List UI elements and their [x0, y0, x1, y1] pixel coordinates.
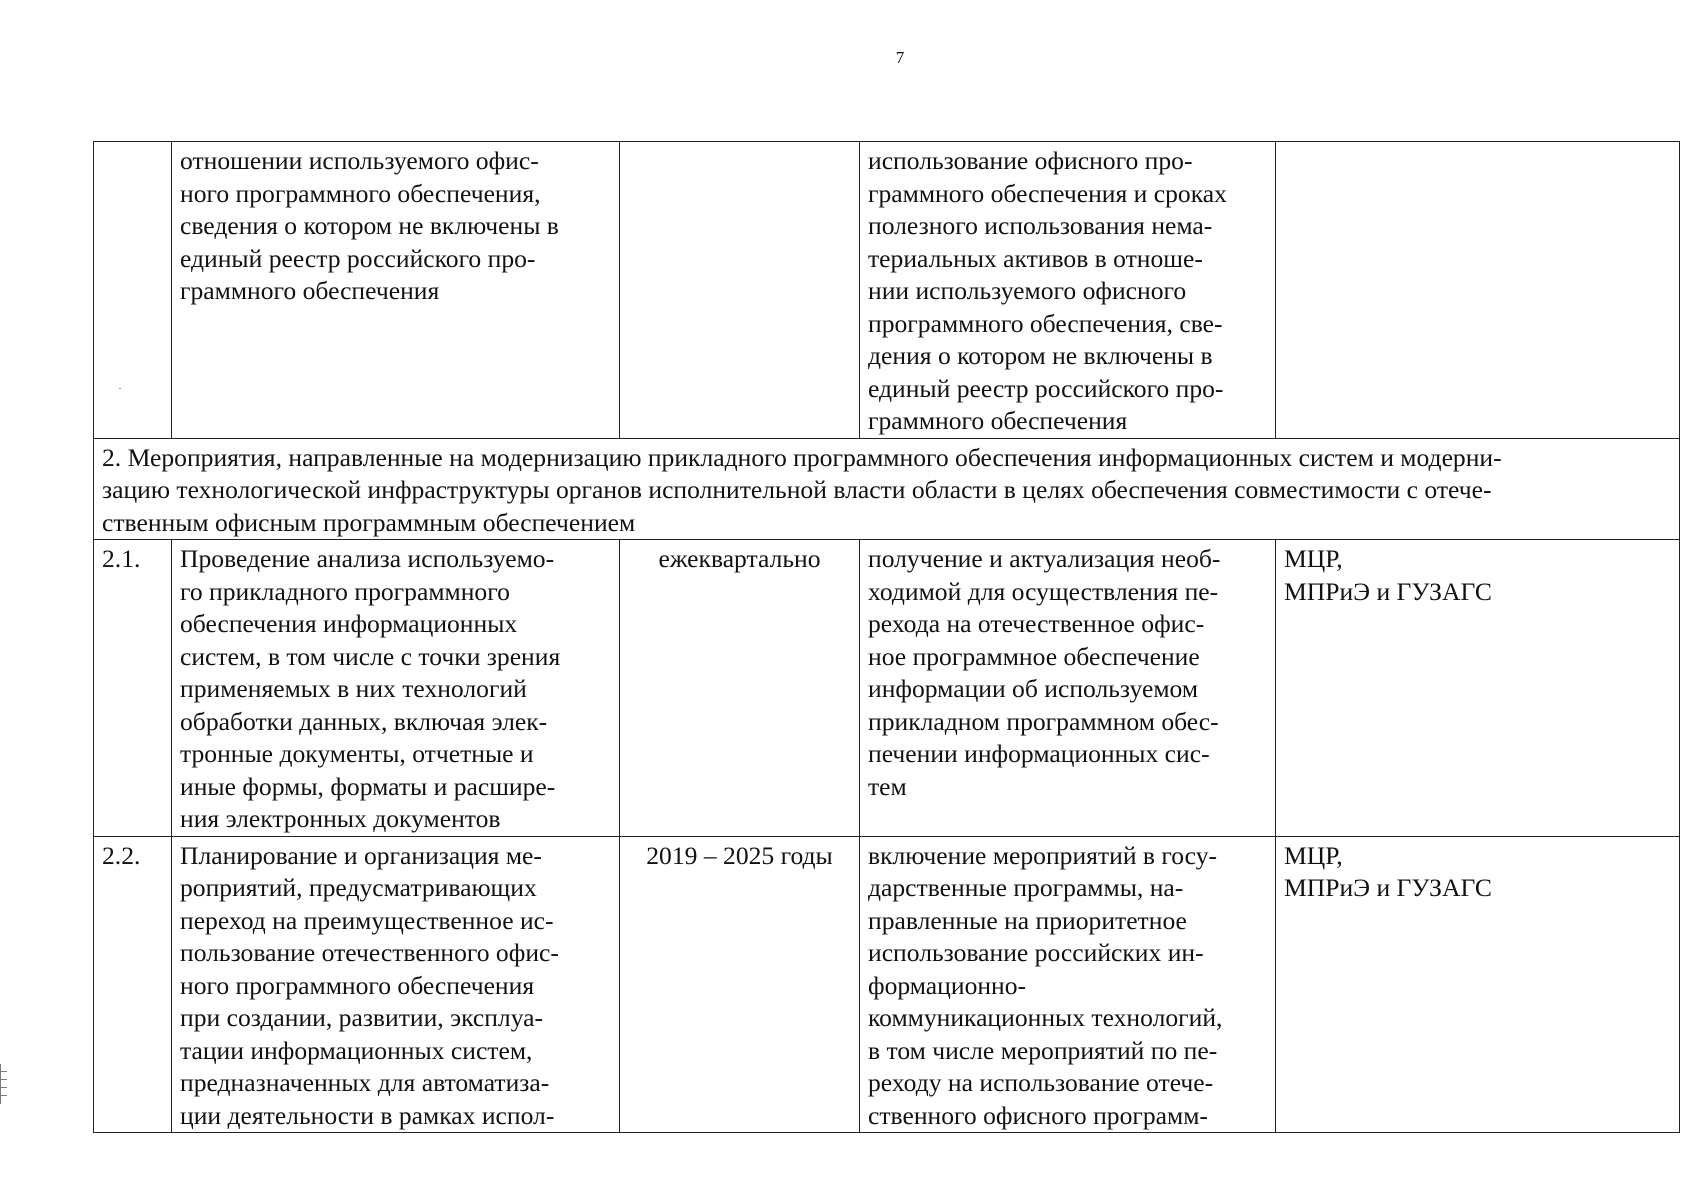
page-number: 7 [895, 48, 905, 67]
cell-event: отношении используемого офис- ного программного обеспечения, сведения о котором не включены в единый реестр российского про- граммного обеспечения [172, 142, 620, 439]
section-heading-row [94, 438, 1680, 540]
table-row [94, 540, 1680, 837]
table-row [94, 836, 1680, 1133]
cell-result: включение мероприятий в госу- дарственные программы, на- правленные на приоритетное использование российских ин- формационно- коммуникационных технологий, в том числе мероприятий по пе- реходу на использование отече- ственного офисного программ- [860, 836, 1276, 1133]
section-heading: 2. Мероприятия, направленные на модернизацию прикладного программного обеспечения информационных систем и модерни- зацию технологической инфраструктуры органов исполнительной власти области в целях обеспечения совместимости с отече- ственным офисным программным обеспечением [94, 438, 1680, 540]
cell-responsible: МЦР, МПРиЭ и ГУЗАГС [1276, 836, 1680, 1133]
binding-margin-mark [0, 1064, 7, 1104]
cell-term [620, 142, 860, 439]
cell-responsible [1276, 142, 1680, 439]
cell-result: получение и актуализация необ- ходимой для осуществления пе- рехода на отечественное офис- ное программное обеспечение информации об используемом прикладном программном обес- печении информационных сис- тем [860, 540, 1276, 837]
table-row-continuation [94, 142, 1680, 439]
cell-term: ежеквартально [620, 540, 860, 837]
cell-number [94, 142, 172, 439]
cell-term: 2019 – 2025 годы [620, 836, 860, 1133]
cell-number: 2.2. [94, 836, 172, 1133]
cell-result: использование офисного про- граммного обеспечения и сроках полезного использования нема- териальных активов в отноше- нии используемого офисного программного обеспечения, све- дения о котором не включены в единый реестр российского про- граммного обеспечения [860, 142, 1276, 439]
cell-number: 2.1. [94, 540, 172, 837]
cell-event: Планирование и организация ме- роприятий, предусматривающих переход на преимущественное ис- пользование отечественного офис- ного программного обеспечения при создании, развитии, эксплуа- тации информационных систем, предназначенных для автоматиза- ции деятельности в рамках испол- [172, 836, 620, 1133]
measures-table [93, 141, 1680, 1133]
cell-event: Проведение анализа используемо- го прикладного программного обеспечения информационных систем, в том числе с точки зрения применяемых в них технологий обработки данных, включая элек- тронные документы, отчетные и иные формы, форматы и расшире- ния электронных документов [172, 540, 620, 837]
scan-speck [119, 388, 121, 389]
cell-responsible: МЦР, МПРиЭ и ГУЗАГС [1276, 540, 1680, 837]
